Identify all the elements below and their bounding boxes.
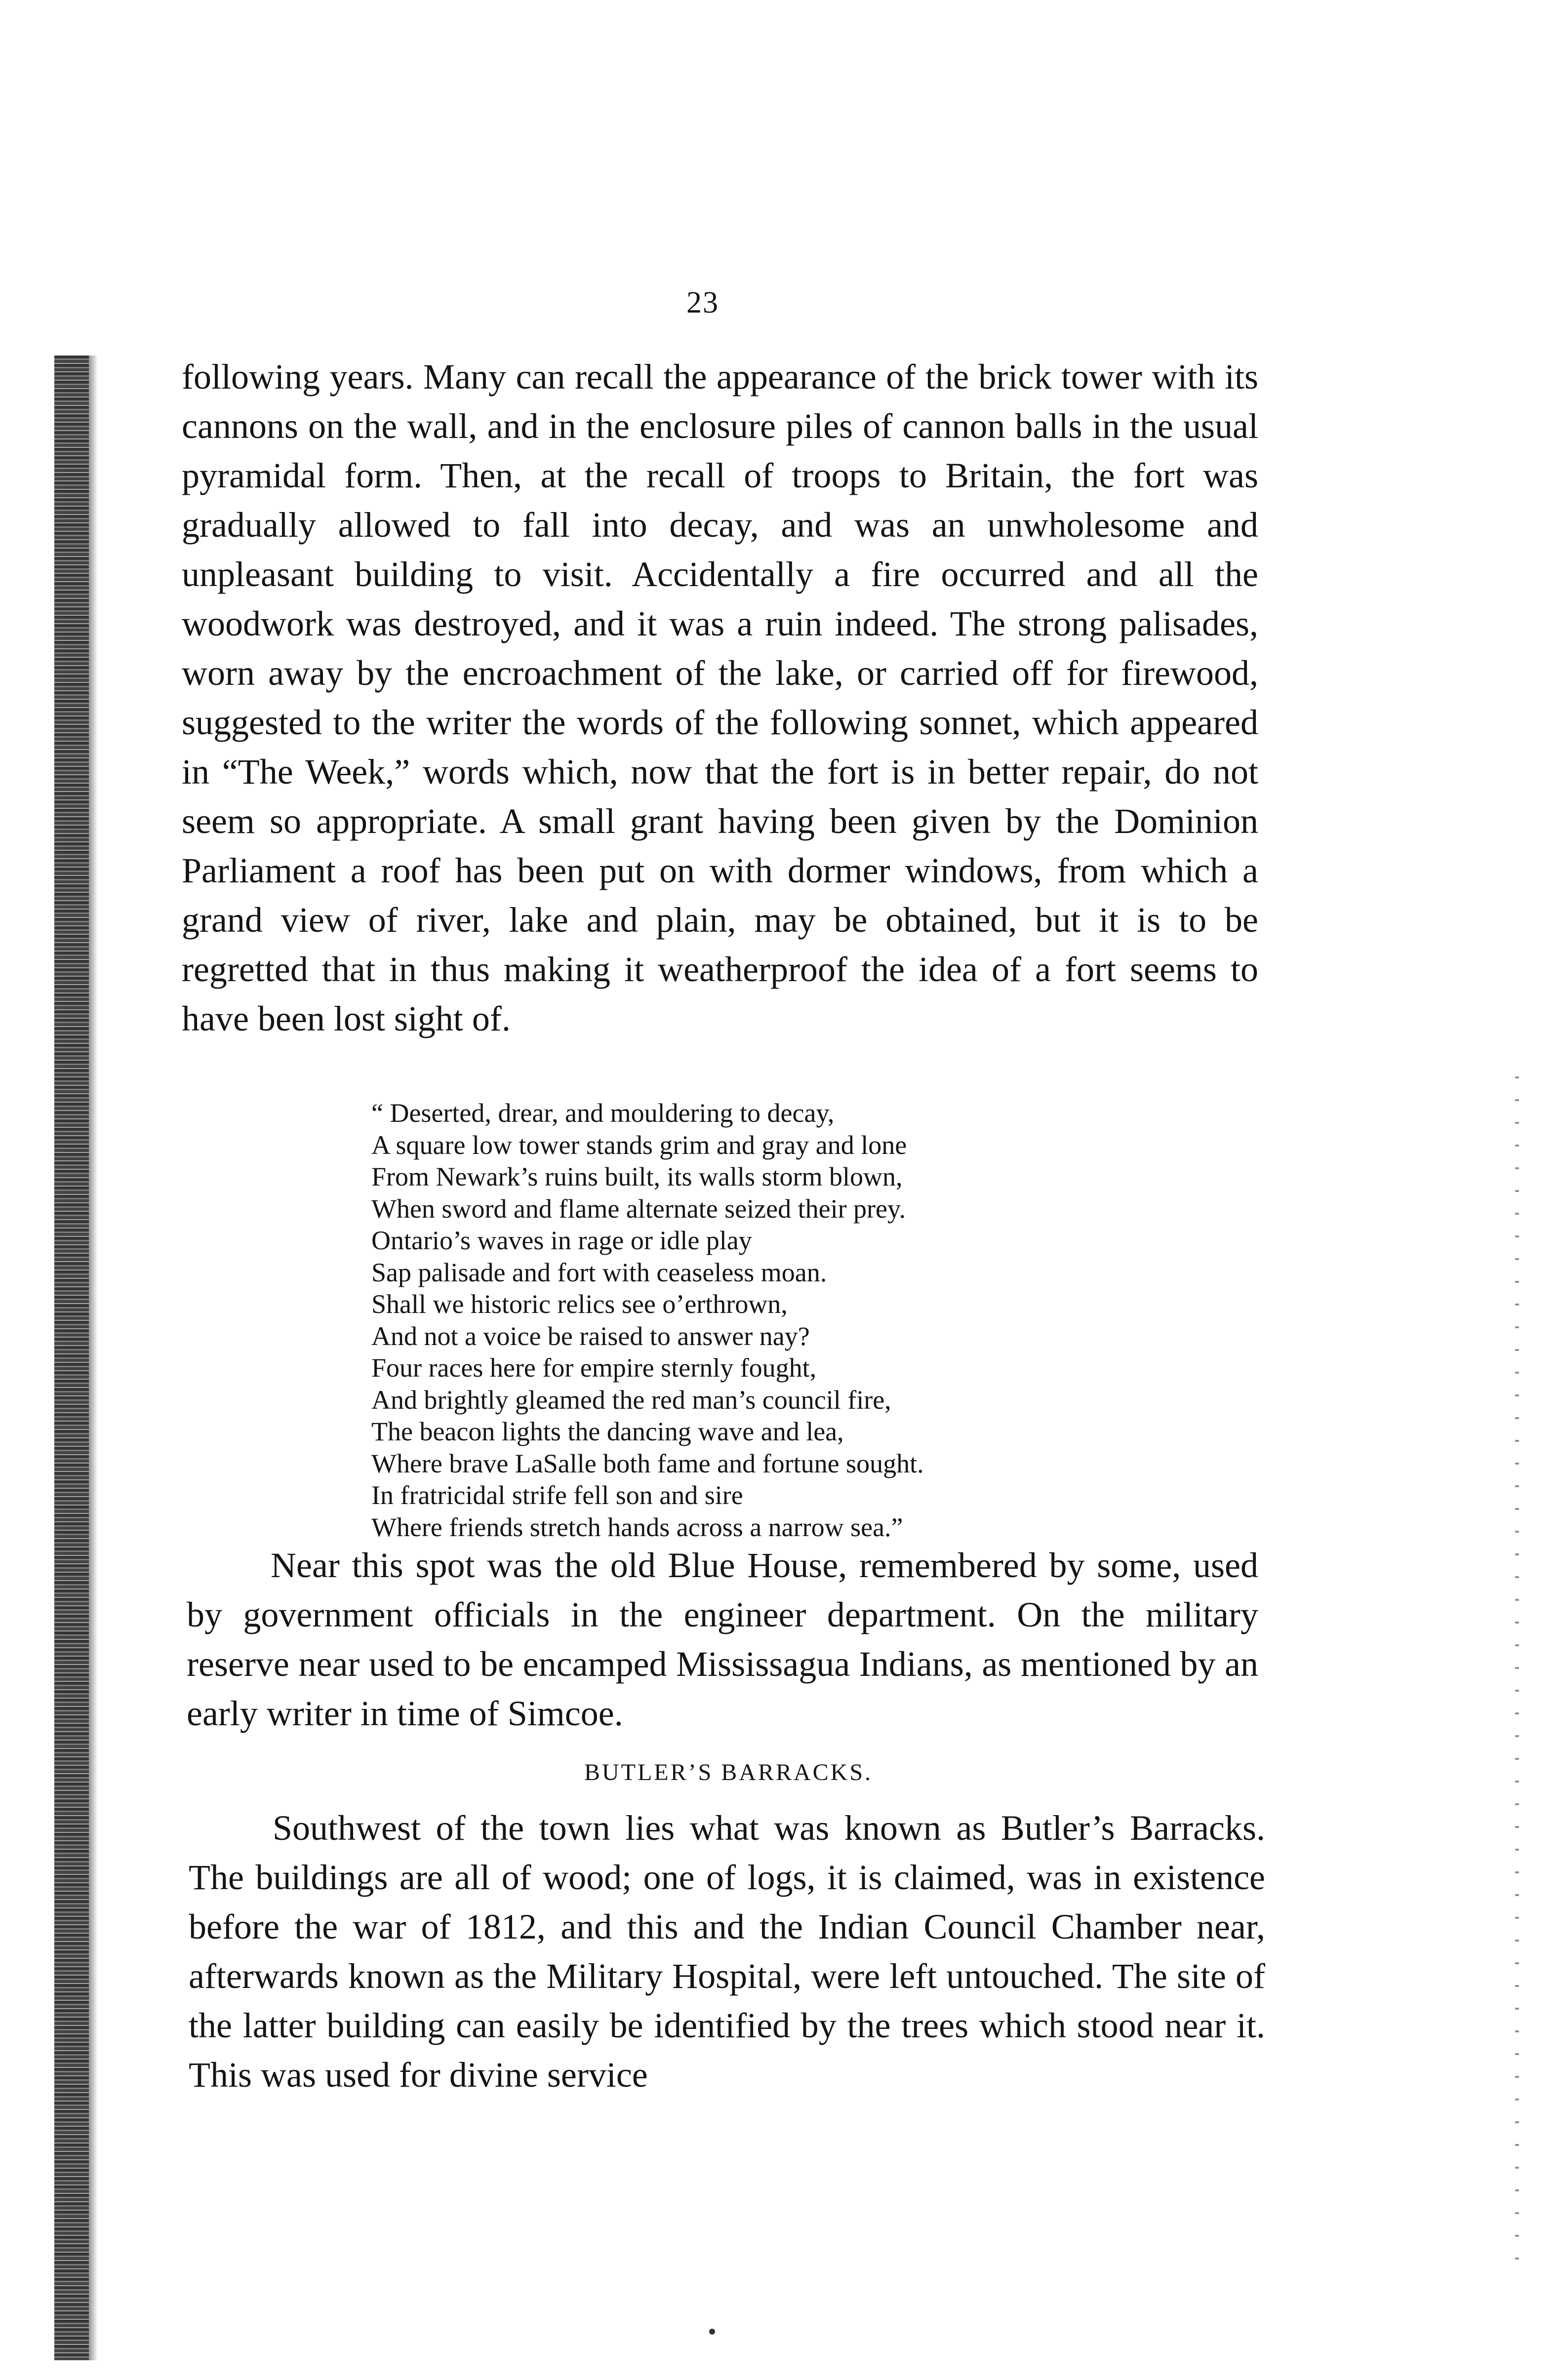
sonnet-line: A square low tower stands grim and gray and lone: [371, 1130, 907, 1160]
page-number: 23: [686, 286, 719, 319]
sonnet-line: And not a voice be raised to answer nay?: [371, 1321, 810, 1351]
sonnet-line: Where brave LaSalle both fame and fortune sought.: [371, 1448, 924, 1478]
sonnet-line: Where friends stretch hands across a narrow sea.”: [371, 1512, 903, 1542]
scan-margin-specks: [1515, 1076, 1519, 2271]
body-paragraph-blue-house: Near this spot was the old Blue House, remembered by some, used by government officials in the engineer department. On the military reserve near used to be encamped Mississagua Indians, as mentioned by an early writer in time of Simcoe.: [187, 1546, 1258, 1733]
body-paragraph-fort-history: following years. Many can recall the appearance of the brick tower with its cannons on the wall, and in the enclosure piles of cannon balls in the usual pyramidal form. Then, at the recall of troops to Britain, the fort was gradually allowed to fall into decay, and was an unwholesome and unpleasant building to visit. Accidentally a fire occurred and all the woodwork was destroyed, and it was a ruin indeed. The strong palisades, worn away by the encroachment of the lake, or carried off for firewood, suggested to the writer the words of the following sonnet, which appeared in “The Week,” words which, now that the fort is in better repair, do not seem so appropriate. A small grant having been given by the Dominion Parliament a roof has been put on with dormer windows, from which a grand view of river, lake and plain, may be obtained, but it is to be regretted that in thus making it weatherproof the idea of a fort seems to have been lost sight of.: [182, 357, 1258, 1038]
sonnet-line: Shall we historic relics see o’erthrown,: [371, 1289, 788, 1319]
sonnet-line: “ Deserted, drear, and mouldering to decay,: [371, 1098, 835, 1128]
sonnet-line: Four races here for empire sternly fought,: [371, 1353, 817, 1383]
sonnet-line: From Newark’s ruins built, its walls storm blown,: [371, 1162, 903, 1191]
body-paragraph-butlers-barracks: Southwest of the town lies what was known as Butler’s Barracks. The buildings are all of wood; one of logs, it is claimed, was in existence before the war of 1812, and this and the Indian Council Chamber near, afterwards known as the Military Hospital, were left untouched. The site of the latter building can easily be identified by the trees which stood near it. This was used for divine service: [189, 1808, 1265, 2095]
scanned-binding-edge: [54, 356, 89, 2360]
sonnet-line: Sap palisade and fort with ceaseless moan.: [371, 1257, 827, 1287]
section-heading-butlers-barracks: BUTLER’S BARRACKS.: [584, 1759, 873, 1785]
sonnet-block: [371, 1097, 1211, 1543]
sonnet-line: And brightly gleamed the red man’s council fire,: [371, 1385, 891, 1415]
sonnet-line: The beacon lights the dancing wave and lea,: [371, 1417, 844, 1446]
sonnet-line: In fratricidal strife fell son and sire: [371, 1480, 743, 1510]
sonnet-line: Ontario’s waves in rage or idle play: [371, 1226, 752, 1255]
sonnet-line: When sword and flame alternate seized their prey.: [371, 1193, 906, 1224]
scan-speck-mark: [709, 2329, 715, 2335]
